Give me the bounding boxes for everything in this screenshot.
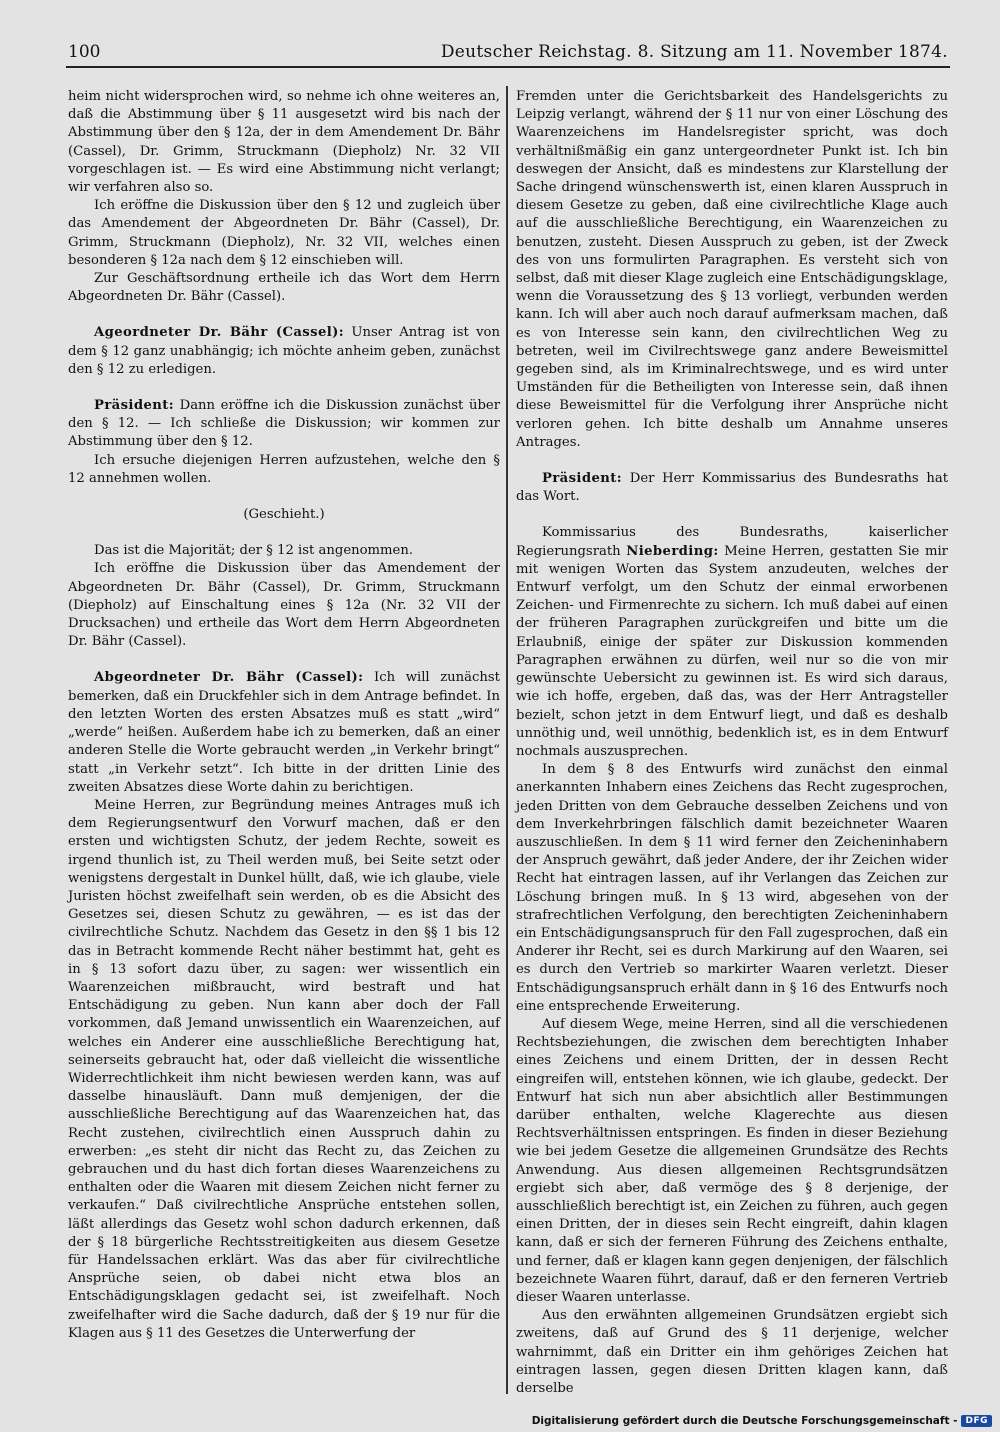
- paragraph: [68, 542, 500, 560]
- paragraph: [516, 88, 948, 452]
- paragraph: [68, 324, 500, 379]
- paragraph: [68, 197, 500, 270]
- paragraph: [68, 669, 500, 796]
- paragraph-text: heim nicht widersprochen wird, so nehme ich ohne weiteres an, daß die Abstimmung über § 11 ausgesetzt wird bis nach der Abstimmung über den § 12a, der in dem Amendement Dr. Bähr (Cassel), Dr. Grimm, Struckmann (Diepholz) Nr. 32 VII vorgeschlagen ist. — Es wird eine Abstimmung nicht verlangt; wir verfahren also so.: [68, 89, 500, 196]
- left-column: [68, 88, 500, 1343]
- paragraph-text: Meine Herren, zur Begründung meines Antrages muß ich dem Regierungsentwurf den Vorwurf machen, daß er den ersten und wichtigsten Schutz, der jedem Rechte, soweit es irgend thunlich ist, zu Theil werden muß, bei Seite setzt oder wenigstens dergestalt in Dunkel hüllt, daß, wie ich glaube, viele Juristen höchst zweifelhaft sein werden, ob es die Absicht des Gesetzes sei, diesen Schutz zu gewähren, — es ist das der civilrechtliche Schutz. Nachdem das Gesetz in den §§ 1 bis 12 das in Betracht kommende Recht näher bestimmt hat, geht es in § 13 sofort dazu über, zu sagen: wer wissentlich ein Waarenzeichen mißbraucht, wird bestraft und hat Entschädigung zu geben. Nun kann aber doch der Fall vorkommen, daß Jemand unwissentlich ein Waarenzeichen, auf welches ein Anderer eine ausschließliche Berechtigung hat, seinerseits gebraucht hat, oder daß vielleicht die wissentliche Widerrechtlichkeit ihm nicht bewiesen werden kann, was auf dasselbe hinausläuft. Dann muß demjenigen, der die ausschließliche Berechtigung auf das Waarenzeichen hat, das Recht zustehen, civilrechtlich einen Ausspruch dahin zu erwerben: „es steht dir nicht das Recht zu, das Zeichen zu gebrauchen und du hast dich fortan dieses Waarenzeichens zu enthalten oder die Waaren mit diesem Zeichen nicht ferner zu verkaufen.“ Daß civilrechtliche Ansprüche entstehen sollen, läßt allerdings das Gesetz wohl schon dadurch erkennen, daß der § 18 bürgerliche Rechtsstreitigkeiten aus diesem Gesetze für Handelssachen erklärt. Was das aber für civilrechtliche Ansprüche seien, ob dabei nicht etwa blos an Entschädigungsklagen gedacht sei, ist zweifelhaft. Noch zweifelhafter wird die Sache dadurch, daß der § 19 nur für die Klagen aus § 11 des Gesetzes die Unterwerfung der: [68, 797, 500, 1341]
- paragraph: [516, 1307, 948, 1398]
- paragraph: [516, 524, 948, 761]
- paragraph: [68, 270, 500, 306]
- paragraph-text: Ich eröffne die Diskussion über den § 12 und zugleich über das Amendement der Abgeordneten Dr. Bähr (Cassel), Dr. Grimm, Struckmann (Diepholz), Nr. 32 VII, welches einen besonderen § 12a nach dem § 12 einschieben will.: [68, 198, 500, 268]
- paragraph-text: Auf diesem Wege, meine Herren, sind all die verschiedenen Rechtsbeziehungen, die zwischen dem berechtigten Inhaber eines Zeichens und einem Dritten, der in dessen Recht eingreifen will, entstehen können, wie ich glaube, gedeckt. Der Entwurf hat sich nun aber absichtlich aller Bestimmungen darüber enthalten, welche Klagerechte aus diesen Rechtsverhältnissen entspringen. Es finden in dieser Beziehung wie bei jedem Gesetze die allgemeinen Grundsätze des Rechts Anwendung. Aus diesen allgemeinen Rechtsgrundsätzen ergiebt sich aber, daß vermöge des § 8 derjenige, der ausschließlich berechtigt ist, ein Zeichen zu führen, auch gegen einen Dritten, der in dieses sein Recht eingreift, dahin klagen kann, daß er sich der ferneren Führung des Zeichens enthalte, und ferner, daß er klagen kann gegen denjenigen, der fälschlich bezeichnete Waaren führt, darauf, daß er den ferneren Vertrieb dieser Waaren unterlasse.: [516, 1016, 948, 1305]
- page-header: [68, 38, 948, 68]
- speaker-name: Ageordneter Dr. Bähr (Cassel):: [94, 325, 345, 341]
- paragraph-text: Ich eröffne die Diskussion über das Amendement der Abgeordneten Dr. Bähr (Cassel), Dr. Grimm, Struckmann (Diepholz) auf Einschaltung eines § 12a (Nr. 32 VII der Drucksachen) und ertheile das Wort dem Herrn Abgeordneten Dr. Bähr (Cassel).: [68, 561, 500, 650]
- paragraph-text: Der Herr Kommissarius des Bundesraths hat das Wort.: [516, 471, 948, 505]
- speaker-name: Nieberding:: [626, 543, 719, 559]
- paragraph-text: Ich will zunächst bemerken, daß ein Druckfehler sich in dem Antrage befindet. In den letzten Worten des ersten Absatzes muß es statt „wird“ „werde“ heißen. Außerdem habe ich zu bemerken, daß an einer anderen Stelle die Worte gebraucht werden „in Verkehr bringt“ statt „in Verkehr setzt“. Ich bitte in der dritten Linie des zweiten Absatzes diese Worte dahin zu berichtigen.: [68, 670, 500, 795]
- paragraph-text: Ich ersuche diejenigen Herren aufzustehen, welche den § 12 annehmen wollen.: [68, 452, 500, 486]
- footer-credit: [532, 1412, 992, 1430]
- speaker-title: Kommissarius des Bundesraths, kaiserlicher Regierungsrath: [516, 525, 948, 559]
- speaker-name: Präsident:: [94, 398, 175, 414]
- paragraph: [516, 1016, 948, 1307]
- paragraph-text: Fremden unter die Gerichtsbarkeit des Handelsgerichts zu Leipzig verlangt, während der § 11 nur von einer Löschung des Waarenzeichens im Handelsregister spricht, was doch verhältnißmäßig ein ganz untergeordneter Punkt ist. Ich bin deswegen der Ansicht, daß es mindestens zur Klarstellung der Sache dringend wünschenswerth ist, einen klaren Ausspruch in diesem Gesetze zu geben, daß eine civilrechtliche Klage auch auf die ausschließliche Berechtigung, ein Waarenzeichen zu benutzen, zusteht. Diesen Ausspruch zu geben, ist der Zweck des von uns formulirten Paragraphen. Es versteht sich von selbst, daß mit dieser Klage zugleich eine Entschädigungsklage, wenn die Voraussetzung des § 13 vorliegt, verbunden werden kann. Ich will aber auch noch darauf aufmerksam machen, daß es von Interesse sein kann, den civilrechtlichen Weg zu betreten, weil im Civilrechtswege ganz andere Beweismittel gegeben sind, als im Kriminalrechtswege, und es wird unter Umständen für die Betheiligten von Interesse sein, daß ihnen diese Beweismittel für die Verfolgung ihrer Ansprüche nicht verloren gehen. Ich bitte deshalb um Annahme unseres Antrages.: [516, 89, 948, 450]
- paragraph: [68, 452, 500, 488]
- paragraph-text: Aus den erwähnten allgemeinen Grundsätzen ergiebt sich zweitens, daß auf Grund des § 11 derjenige, welcher wahrnimmt, daß ein Dritter ein ihm gehöriges Zeichen hat eintragen lassen, gegen diesen Dritten klagen kann, daß derselbe: [516, 1308, 948, 1397]
- paragraph: [68, 397, 500, 452]
- footer-text: Digitalisierung gefördert durch die Deutsche Forschungsgemeinschaft -: [531, 1415, 958, 1427]
- paragraph-text: Zur Geschäftsordnung ertheile ich das Wort dem Herrn Abgeordneten Dr. Bähr (Cassel).: [68, 271, 500, 305]
- paragraph: [68, 797, 500, 1343]
- paragraph: [516, 470, 948, 506]
- paragraph: [516, 761, 948, 1016]
- speaker-name: Präsident:: [542, 471, 623, 487]
- header-rule: [66, 66, 950, 68]
- dfg-logo: DFG: [961, 1415, 992, 1427]
- paragraph-text: Meine Herren, gestatten Sie mir mit wenigen Worten das System anzudeuten, welches der Entwurf verfolgt, um den Schutz der einmal erworbenen Zeichen- und Firmenrechte zu sichern. Ich muß dabei auf einen der früheren Paragraphen zurückgreifen und bitte um die Erlaubniß, einige der später zur Diskussion kommenden Paragraphen erwähnen zu dürfen, weil nur so die von mir gewünschte Uebersicht zu gewinnen ist. Es wird sich daraus, wie ich hoffe, ergeben, daß das, was der Herr Antragsteller bezielt, schon jetzt in dem Entwurf liegt, und daß es deshalb unnöthig und, weil unnöthig, bedenklich ist, es in dem Entwurf nochmals auszusprechen.: [516, 543, 948, 759]
- paragraph-text: Das ist die Majorität; der § 12 ist angenommen.: [94, 543, 414, 559]
- paragraph-text: Unser Antrag ist von dem § 12 ganz unabhängig; ich möchte anheim geben, zunächst den § 12 zu erledigen.: [68, 325, 500, 377]
- paragraph: [68, 560, 500, 651]
- paragraph-text: (Geschieht.): [243, 507, 325, 523]
- paragraph: [68, 88, 500, 197]
- paragraph-text: In dem § 8 des Entwurfs wird zunächst den einmal anerkannten Inhabern eines Zeichens das Recht zugesprochen, jeden Dritten von dem Gebrauche desselben Zeichens und von dem Inverkehrbringen fälschlich damit bezeichneter Waaren auszuschließen. In dem § 11 wird ferner den Zeicheninhabern der Anspruch gewährt, daß jeder Andere, der ihr Zeichen wider Recht hat eintragen lassen, auf ihr Verlangen das Zeichen zur Löschung bringen muß. In § 13 wird, abgesehen von der strafrechtlichen Verfolgung, den berechtigten Zeicheninhabern ein Entschädigungsanspruch für den Fall zugesprochen, daß ein Anderer ihr Recht, sei es durch Markirung auf den Waaren, sei es durch den Vertrieb so markirter Waaren verletzt. Dieser Entschädigungsanspruch erhält dann in § 16 des Entwurfs noch eine entsprechende Erweiterung.: [516, 762, 948, 1014]
- right-column: [516, 88, 948, 1398]
- paragraph-text: Dann eröffne ich die Diskussion zunächst über den § 12. — Ich schließe die Diskussion; wir kommen zur Abstimmung über den § 12.: [68, 398, 500, 450]
- paragraph: [68, 506, 500, 524]
- running-title: Deutscher Reichstag. 8. Sitzung am 11. November 1874.: [440, 42, 948, 62]
- column-divider: [506, 86, 508, 1394]
- page-number: 100: [68, 42, 101, 62]
- speaker-name: Abgeordneter Dr. Bähr (Cassel):: [94, 670, 364, 686]
